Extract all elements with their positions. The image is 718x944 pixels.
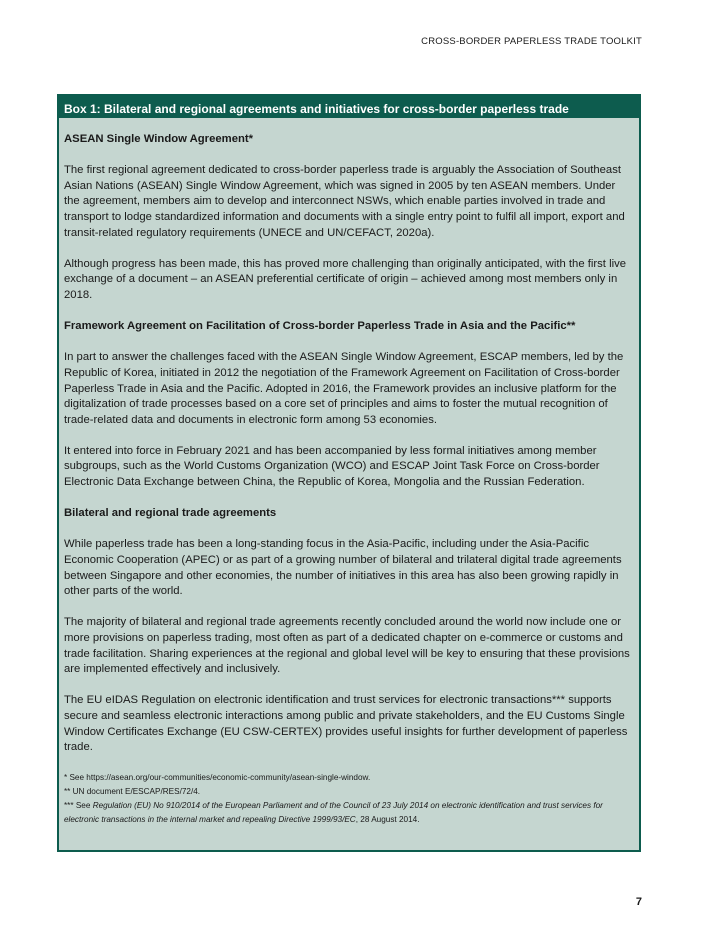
- paragraph: The EU eIDAS Regulation on electronic identification and trust services for electronic transactions*** supports secure and seamless electronic interactions among public and private stakeholders, and the EU Customs Single Window Certificates Exchange (EU CSW-CERTEX) provides useful insights for further development of paperless trade.: [64, 694, 628, 754]
- paragraph: While paperless trade has been a long-standing focus in the Asia-Pacific, including under the Asia-Pacific Economic Cooperation (APEC) or as part of a growing number of bilateral and trilateral digital trade agreements between Singapore and other economies, the number of initiatives in this area has also been growing rapidly in other parts of the world.: [64, 538, 622, 598]
- paragraph: The majority of bilateral and regional trade agreements recently concluded around the world now include one or more provisions on paperless trading, most often as part of a dedicated chapter on e-commerce or customs and trade facilitation. Sharing experiences at the regional and global level will be key to ensuring that these provisions are implemented effectively and inclusively.: [64, 616, 630, 676]
- footnote-1: * See https://asean.org/our-communities/economic-community/asean-single-window.: [64, 773, 371, 783]
- footnote-3-citation: Regulation (EU) No 910/2014 of the European Parliament and of the Council of 23 July 2014 on electronic identification and trust services for electronic transactions in the internal market and repealing Directive 1999/93/EC: [64, 801, 603, 825]
- section-heading-framework: Framework Agreement on Facilitation of Cross-border Paperless Trade in Asia and the Pacific**: [64, 320, 576, 333]
- paragraph: The first regional agreement dedicated to cross-border paperless trade is arguably the Association of Southeast Asian Nations (ASEAN) Single Window Agreement, which was signed in 2005 by ten ASEAN members. Under the agreement, members aim to develop and interconnect NSWs, which enable parties involved in trade and transport to lodge standardized information and documents with a single entry point to fulfil all import, export and transit-related regulatory requirements (UNECE and UN/CEFACT, 2020a).: [64, 164, 625, 239]
- footnote-2: ** UN document E/ESCAP/RES/72/4.: [64, 787, 201, 797]
- section-heading-asean: ASEAN Single Window Agreement*: [64, 133, 254, 145]
- page-number: 7: [635, 896, 642, 908]
- running-header: CROSS-BORDER PAPERLESS TRADE TOOLKIT: [421, 36, 642, 47]
- footnote-3-suffix: , 28 August 2014.: [355, 815, 420, 825]
- footnotes: [64, 771, 634, 827]
- paragraph: Although progress has been made, this has proved more challenging than originally anticipated, with the first live exchange of a document – an ASEAN preferential certificate of origin – achieved among most members only in 2018.: [64, 257, 627, 301]
- paragraph: It entered into force in February 2021 and has been accompanied by less formal initiatives among member subgroups, such as the World Customs Organization (WCO) and ESCAP Joint Task Force on Cross-border Electronic Data Exchange between China, the Republic of Korea, Mongolia and the Russian Federation.: [64, 444, 600, 489]
- box-body: [59, 118, 639, 827]
- paragraph: In part to answer the challenges faced with the ASEAN Single Window Agreement, ESCAP members, led by the Republic of Korea, initiated in 2012 the negotiation of the Framework Agreement on Facilitation of Cross-border Paperless Trade in Asia and the Pacific. Adopted in 2016, the Framework provides an inclusive platform for the digitalization of trade processes based on a core set of principles and aims to foster the mutual recognition of trade-related data and documents in electronic form among 53 economies.: [64, 351, 624, 426]
- footnote-3: [64, 799, 634, 827]
- section-heading-bilateral: Bilateral and regional trade agreements: [64, 507, 277, 520]
- footnote-3-prefix: *** See: [64, 801, 93, 811]
- info-box: [57, 94, 641, 852]
- box-title: Box 1: Bilateral and regional agreements and initiatives for cross-border paperless trade: [59, 96, 639, 118]
